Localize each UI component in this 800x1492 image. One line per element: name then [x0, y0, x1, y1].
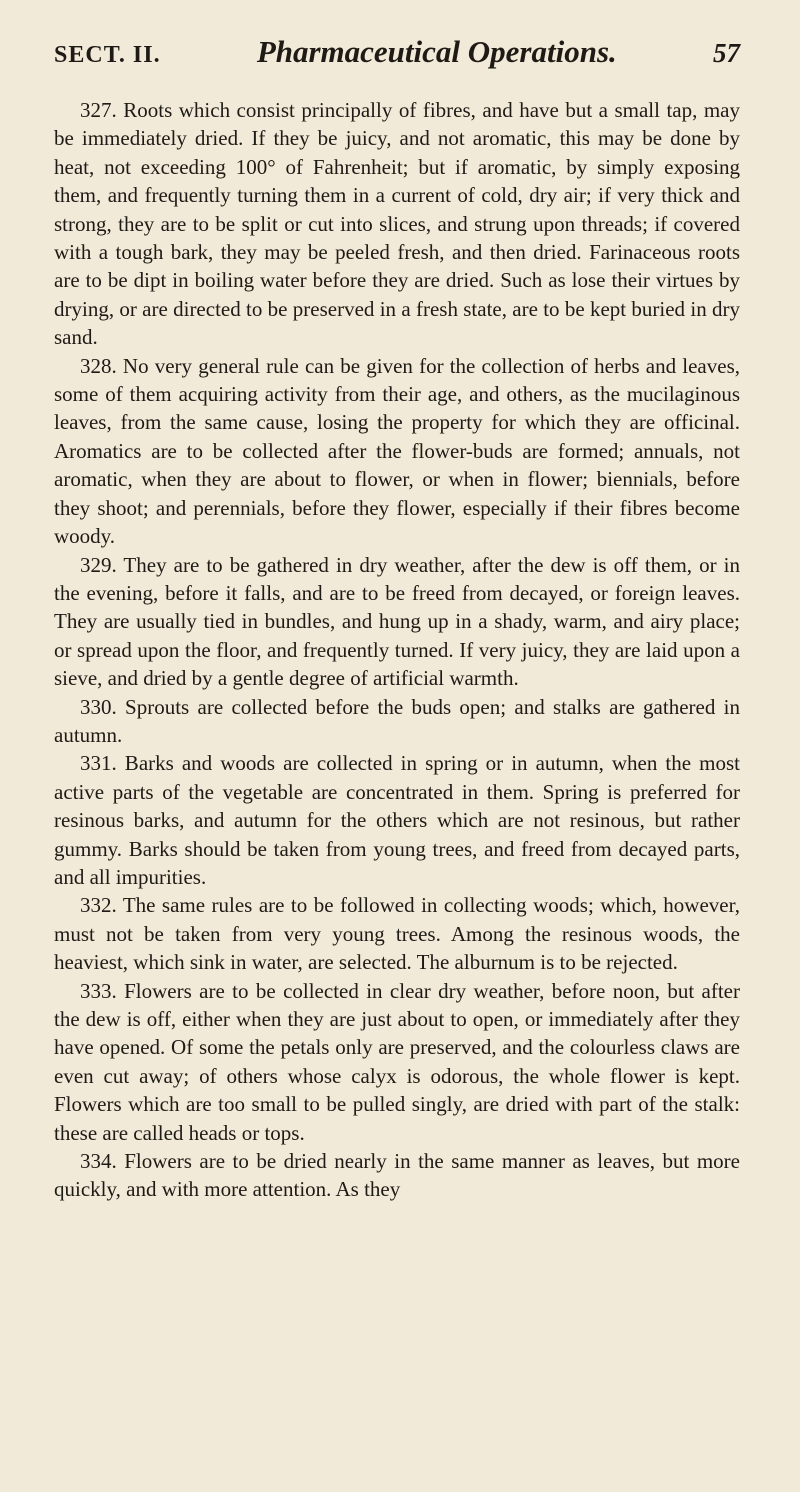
- page-number: 57: [712, 38, 740, 68]
- paragraph-329: 329. They are to be gathered in dry weather, after the dew is off them, or in the evening, before it falls, and are to be freed from decayed, or foreign leaves. They are usually tied in bundles, and hung up in a shady, warm, and airy place; or spread upon the floor, and frequently turned. If very juicy, they are laid upon a sieve, and dried by a gentle degree of artificial warmth.: [54, 552, 740, 691]
- paragraph-334: 334. Flowers are to be dried nearly in the same manner as leaves, but more quickly, and with more attention. As they: [54, 1149, 740, 1202]
- section-label: SECT. II.: [54, 42, 161, 68]
- paragraph-328: 328. No very general rule can be given for the collection of herbs and leaves, some of them acquiring activity from their age, and others, as the mucilaginous leaves, from the same cause, losing the property for which they are officinal. Aromatics are to be collected after the flower-buds are formed; annuals, not aromatic, when they are about to flower, or when in flower; biennials, before they shoot; and perennials, before they flower, especially if their fibres become woody.: [54, 353, 740, 549]
- paragraph-327: 327. Roots which consist principally of fibres, and have but a small tap, may be immediately dried. If they be juicy, and not aromatic, this may be done by heat, not exceeding 100° of Fahrenheit; but if aromatic, by simply exposing them, and frequently turning them in a current of cold, dry air; if very thick and strong, they are to be split or cut into slices, and strung upon threads; if covered with a tough bark, they may be peeled fresh, and then dried. Farinaceous roots are to be dipt in boiling water before they are dried. Such as lose their virtues by drying, or are directed to be preserved in a fresh state, are to be kept buried in dry sand.: [54, 98, 740, 350]
- paragraph-331: 331. Barks and woods are collected in spring or in autumn, when the most active parts of the vegetable are concentrated in them. Spring is preferred for resinous barks, and autumn for the others which are not resinous, but rather gummy. Barks should be taken from young trees, and freed from decayed parts, and all impurities.: [54, 751, 740, 889]
- paragraph-330: 330. Sprouts are collected before the buds open; and stalks are gathered in autumn.: [54, 694, 740, 747]
- paragraph-333: 333. Flowers are to be collected in clear dry weather, before noon, but after the dew is off, either when they are just about to open, or immediately after they have opened. Of some the petals only are preserved, and the colourless claws are even cut away; of others whose calyx is odorous, the whole flower is kept. Flowers which are too small to be pulled singly, are dried with part of the stalk: these are called heads or tops.: [54, 978, 740, 1145]
- running-head: [54, 34, 740, 82]
- body-text: [54, 96, 740, 1204]
- paragraph-332: 332. The same rules are to be followed in collecting woods; which, however, must not be taken from very young trees. Among the resinous woods, the heaviest, which sink in water, are selected. The alburnum is to be rejected.: [54, 893, 740, 975]
- page-title: Pharmaceutical Operations.: [256, 34, 617, 69]
